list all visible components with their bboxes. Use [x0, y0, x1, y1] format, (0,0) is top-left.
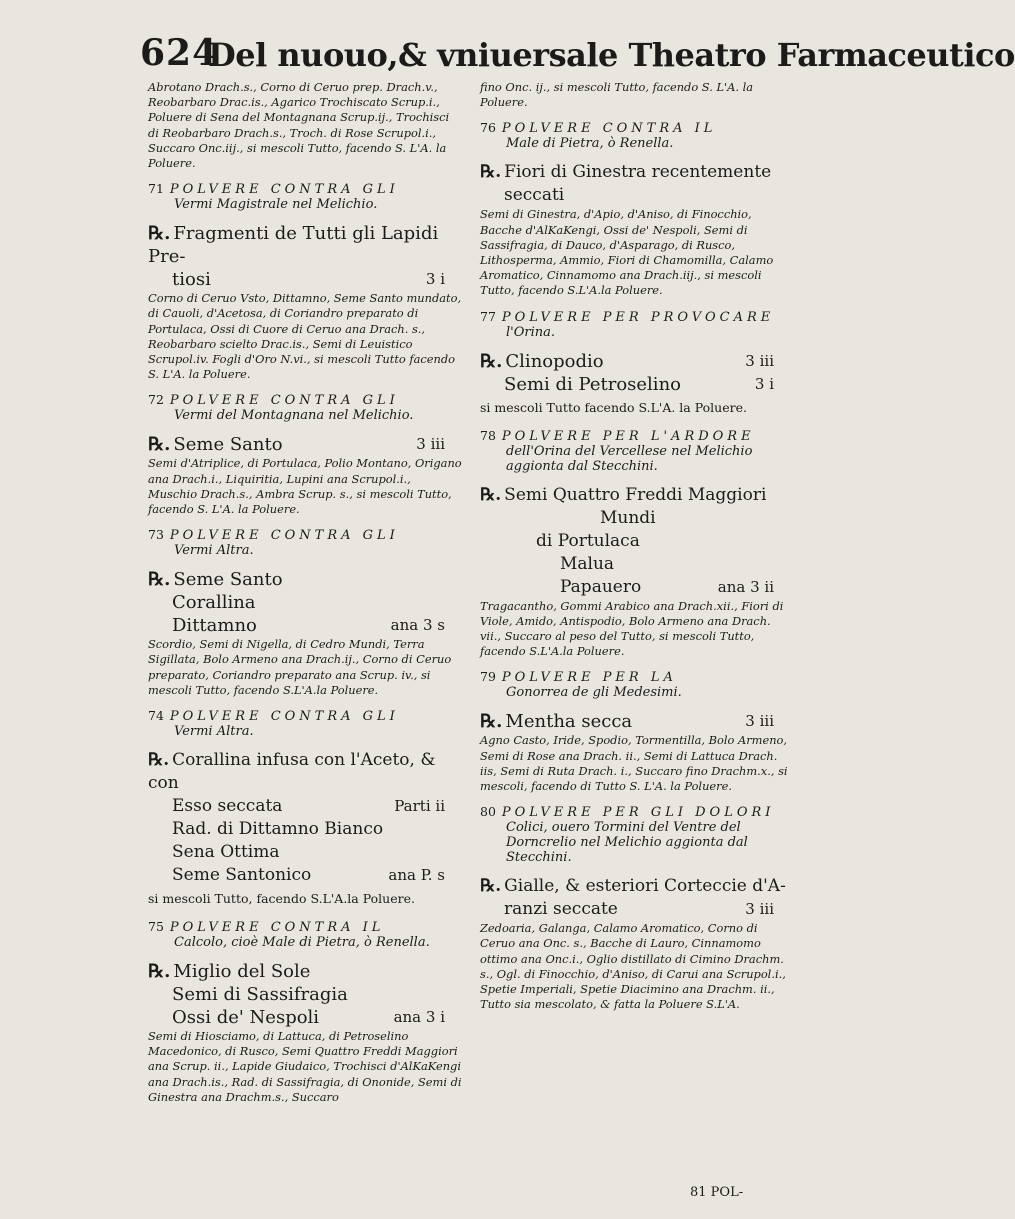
recipe-symbol: ℞.: [480, 484, 502, 505]
recipe-title: POLVERE CONTRA GLI: [169, 182, 399, 198]
prescription-line: [480, 875, 792, 898]
ingredient-name: seccati: [504, 185, 565, 206]
recipe-title: POLVERE PER LA: [501, 670, 677, 686]
prescription-line: [480, 373, 792, 396]
recipe-number: 73: [148, 527, 164, 543]
recipe-symbol: ℞.: [480, 350, 503, 372]
prescription-line: [480, 553, 792, 576]
ingredient-quantity: 3 iii: [745, 351, 774, 370]
recipe-71-heading: [148, 181, 463, 212]
prescription-line: [148, 614, 463, 637]
recipe-subtitle: Vermi Altra.: [174, 543, 254, 559]
ingredient-name: ranzi seccate: [504, 899, 618, 920]
recipe-subtitle: Vermi Altra.: [174, 724, 254, 740]
page-header: [140, 30, 1015, 78]
prescription-line: [148, 841, 463, 864]
recipe-73-heading: [148, 527, 463, 558]
page-title: Del nuouo,& vniuersale Theatro Farmaceutico: [208, 36, 1015, 74]
ingredient-name: Dittamno: [172, 615, 257, 637]
ingredients-text: Semi d'Atriplice, di Portulaca, Polio Montano, Origano ana Drach.i., Liquiritia, Lupini ana Scrupol.i., Muschio Drach.s., Ambra Scrup. s., si mescoli Tutto, facendo S. L'A. la Poluere.: [148, 456, 462, 517]
ingredient-quantity: ana 3 s: [390, 616, 445, 635]
ingredient-name: Seme Santo: [173, 434, 283, 456]
prescription-line: [480, 576, 792, 599]
recipe-number: 72: [148, 392, 164, 408]
prescription-line: [480, 484, 792, 507]
ingredient-quantity: Parti ii: [394, 797, 445, 816]
ingredient-name: Fragmenti de Tutti gli Lapidi Pre-: [148, 223, 439, 268]
ingredient-name: Seme Santo: [173, 569, 283, 591]
prescription-line: [148, 268, 463, 291]
prescription-line: [148, 864, 463, 887]
ingredient-quantity: ana 3 i: [393, 1008, 445, 1027]
prescription-line: [148, 433, 463, 456]
prescription-line: [480, 507, 792, 530]
ingredient-name: Sena Ottima: [172, 842, 280, 863]
left-column: [148, 80, 463, 1115]
recipe-subtitle: Colici, ouero Tormini del Ventre del Dorncrelio nel Melichio aggionta dal Stecchini.: [506, 820, 748, 866]
ingredient-name: Esso seccata: [172, 796, 283, 817]
prescription-line: [480, 161, 792, 184]
recipe-subtitle: Vermi del Montagnana nel Melichio.: [174, 408, 414, 424]
ingredient-name: Gialle, & esteriori Corteccie d'A-: [504, 876, 786, 897]
recipe-number: 80: [480, 804, 496, 820]
prescription-line: [148, 960, 463, 983]
ingredient-name: Semi Quattro Freddi Maggiori: [504, 484, 767, 505]
prescription-line: [148, 795, 463, 818]
ingredient-quantity: ana 3 ii: [717, 577, 774, 596]
recipe-80-heading: [480, 804, 792, 865]
catchword: 81 POL-: [690, 1185, 744, 1200]
ingredient-name: Mundi: [600, 507, 656, 528]
recipe-title: POLVERE PER GLI DOLORI: [501, 805, 775, 821]
ingredient-name: Corallina infusa con l'Aceto, & con: [148, 750, 436, 794]
recipe-subtitle: Male di Pietra, ò Renella.: [506, 136, 674, 152]
ingredient-name: Clinopodio: [505, 350, 604, 372]
recipe-symbol: ℞.: [148, 223, 171, 245]
recipe-title: POLVERE CONTRA IL: [501, 121, 717, 137]
prescription-line: [148, 222, 463, 268]
method-text: si mescoli Tutto, facendo S.L'A.la Poluere.: [148, 891, 415, 907]
ingredients-text: Corno di Ceruo Vsto, Dittamno, Seme Santo mundato, di Cauoli, d'Acetosa, di Coriandro preparato di Portulaca, Ossi di Cuore di Ceruo ana Drach. s., Reobarbaro scielto Drac.is., Semi di Leuistico Scrupol.iv. Fogli d'Oro N.vi., si mescoli Tutto facendo S. L'A. la Poluere.: [148, 291, 462, 382]
prescription-line: [480, 530, 792, 553]
prescription-line: [480, 184, 792, 207]
recipe-subtitle: Gonorrea de gli Medesimi.: [506, 685, 682, 701]
recipe-title: POLVERE CONTRA GLI: [169, 528, 399, 544]
ingredients-text: Zedoaria, Galanga, Calamo Aromatico, Corno di Ceruo ana Onc. s., Bacche di Lauro, Cinnamomo ottimo ana Onc.i., Oglio distillato di Cimino Drachm. s., Ogl. di Finocchio, d'Aniso, di Carui ana Scrupol.i., Spetie Imperiali, Spetie Diacimino ana Drachm. ii., Tutto sia mescolato, & fatta la Poluere S.L'A.: [480, 921, 786, 1012]
recipe-symbol: ℞.: [148, 569, 171, 591]
recipe-number: 71: [148, 181, 164, 197]
ingredient-quantity: 3 iii: [745, 712, 774, 731]
recipe-75-continuation: fino Onc. ij., si mescoli Tutto, facendo S. L'A. la Poluere.: [480, 80, 754, 110]
prescription-line: [148, 818, 463, 841]
ingredient-name: Semi di Petroselino: [504, 373, 681, 395]
prescription-line: [148, 591, 463, 614]
ingredient-name: Corallina: [172, 592, 256, 614]
prescription-line: [148, 983, 463, 1006]
prescription-line: [480, 710, 792, 733]
recipe-70-continuation: Abrotano Drach.s., Corno di Ceruo prep. Drach.v., Reobarbaro Drac.is., Agarico Trochiscato Scrup.i., Poluere di Sena del Montagnana Scrup.ij., Trochisci di Reobarbaro Drach.s., Troch. di Rose Scrupol.i., Succaro Onc.iij., si mescoli Tutto, facendo S. L'A. la Poluere.: [148, 80, 450, 171]
recipe-symbol: ℞.: [480, 876, 502, 897]
recipe-subtitle: Calcolo, cioè Male di Pietra, ò Renella.: [174, 935, 430, 951]
recipe-title: POLVERE CONTRA GLI: [169, 709, 399, 725]
recipe-symbol: ℞.: [480, 711, 503, 733]
ingredient-name: Seme Santonico: [172, 865, 312, 886]
ingredient-quantity: 3 iii: [745, 900, 774, 919]
ingredient-name: di Portulaca: [536, 530, 640, 551]
ingredient-quantity: 3 i: [425, 270, 445, 289]
recipe-72-heading: [148, 392, 463, 423]
recipe-number: 74: [148, 708, 164, 724]
ingredient-name: Miglio del Sole: [173, 961, 311, 983]
ingredients-text: Semi di Hiosciamo, di Lattuca, di Petroselino Macedonico, di Rusco, Semi Quattro Freddi Maggiori ana Scrup. ii., Lapide Giudaico, Trochisci d'AlKaKengi ana Drach.is., Rad. di Sassifragia, di Ononide, Semi di Ginestra ana Drachm.s., Succaro: [148, 1029, 462, 1104]
ingredient-name: Malua: [560, 553, 615, 574]
recipe-79-heading: [480, 669, 792, 700]
ingredient-name: Rad. di Dittamno Bianco: [172, 819, 384, 840]
recipe-75-heading: [148, 919, 463, 950]
recipe-title: POLVERE PER PROVOCARE: [501, 309, 775, 325]
recipe-number: 75: [148, 919, 164, 935]
right-column: [480, 80, 792, 1022]
ingredient-name: tiosi: [172, 269, 211, 291]
recipe-title: POLVERE CONTRA IL: [169, 920, 385, 936]
recipe-subtitle: Vermi Magistrale nel Melichio.: [174, 197, 378, 213]
recipe-76-heading: [480, 120, 792, 151]
recipe-symbol: ℞.: [148, 434, 171, 456]
recipe-title: POLVERE PER L'ARDORE: [501, 428, 755, 444]
page-number: 624: [140, 32, 219, 74]
ingredient-quantity: 3 iii: [416, 435, 445, 454]
ingredients-text: Agno Casto, Iride, Spodio, Tormentilla, Bolo Armeno, Semi di Rose ana Drach. ii., Semi di Lattuca Drach. iis, Semi di Ruta Drach. i., Succaro fino Drachm.x., si mescoli, facendo di Tutto S. L'A. la Poluere.: [480, 733, 788, 794]
recipe-number: 76: [480, 120, 496, 136]
ingredient-name: Mentha secca: [505, 711, 633, 733]
prescription-line: [148, 749, 463, 795]
prescription-line: [148, 568, 463, 591]
recipe-title: POLVERE CONTRA GLI: [169, 393, 399, 409]
ingredient-name: Fiori di Ginestra recentemente: [504, 162, 772, 183]
prescription-line: [148, 1006, 463, 1029]
recipe-74-heading: [148, 708, 463, 739]
ingredients-text: Scordio, Semi di Nigella, di Cedro Mundi, Terra Sigillata, Bolo Armeno ana Drach.ij., Corno di Ceruo preparato, Coriandro preparato ana Scrup. iv., si mescoli Tutto, facendo S.L'A.la Poluere.: [148, 637, 452, 697]
recipe-subtitle: l'Orina.: [506, 324, 556, 340]
recipe-subtitle: dell'Orina del Vercellese nel Melichio aggionta dal Stecchini.: [506, 443, 753, 474]
ingredients-text: Tragacantho, Gommi Arabico ana Drach.xii., Fiori di Viole, Amido, Antispodio, Bolo Armeno ana Drach. vii., Succaro al peso del Tutto, si mescoli Tutto, facendo S.L'A.la Poluere.: [480, 598, 784, 659]
prescription-line: [480, 350, 792, 373]
ingredient-quantity: 3 i: [754, 374, 774, 393]
ingredient-name: Ossi de' Nespoli: [172, 1007, 320, 1029]
recipe-78-heading: [480, 428, 792, 474]
method-text: si mescoli Tutto facendo S.L'A. la Poluere.: [480, 399, 747, 415]
recipe-77-heading: [480, 309, 792, 340]
recipe-number: 79: [480, 669, 496, 685]
recipe-number: 78: [480, 427, 496, 443]
ingredient-quantity: ana P. s: [388, 866, 445, 885]
ingredients-text: Semi di Ginestra, d'Apio, d'Aniso, di Finocchio, Bacche d'AlKaKengi, Ossi de' Nespoli, Semi di Sassifragia, di Dauco, d'Asparago, di Rusco, Lithosperma, Ammio, Fiori di Chamomilla, Calamo Aromatico, Cinnamomo ana Drach.iij., si mescoli Tutto, facendo S.L'A.la Poluere.: [480, 207, 774, 298]
recipe-symbol: ℞.: [148, 961, 171, 983]
prescription-line: [480, 898, 792, 921]
recipe-symbol: ℞.: [480, 162, 502, 183]
recipe-number: 77: [480, 308, 496, 324]
ingredient-name: Semi di Sassifragia: [172, 984, 348, 1006]
recipe-symbol: ℞.: [148, 750, 170, 771]
ingredient-name: Papauero: [560, 576, 642, 597]
